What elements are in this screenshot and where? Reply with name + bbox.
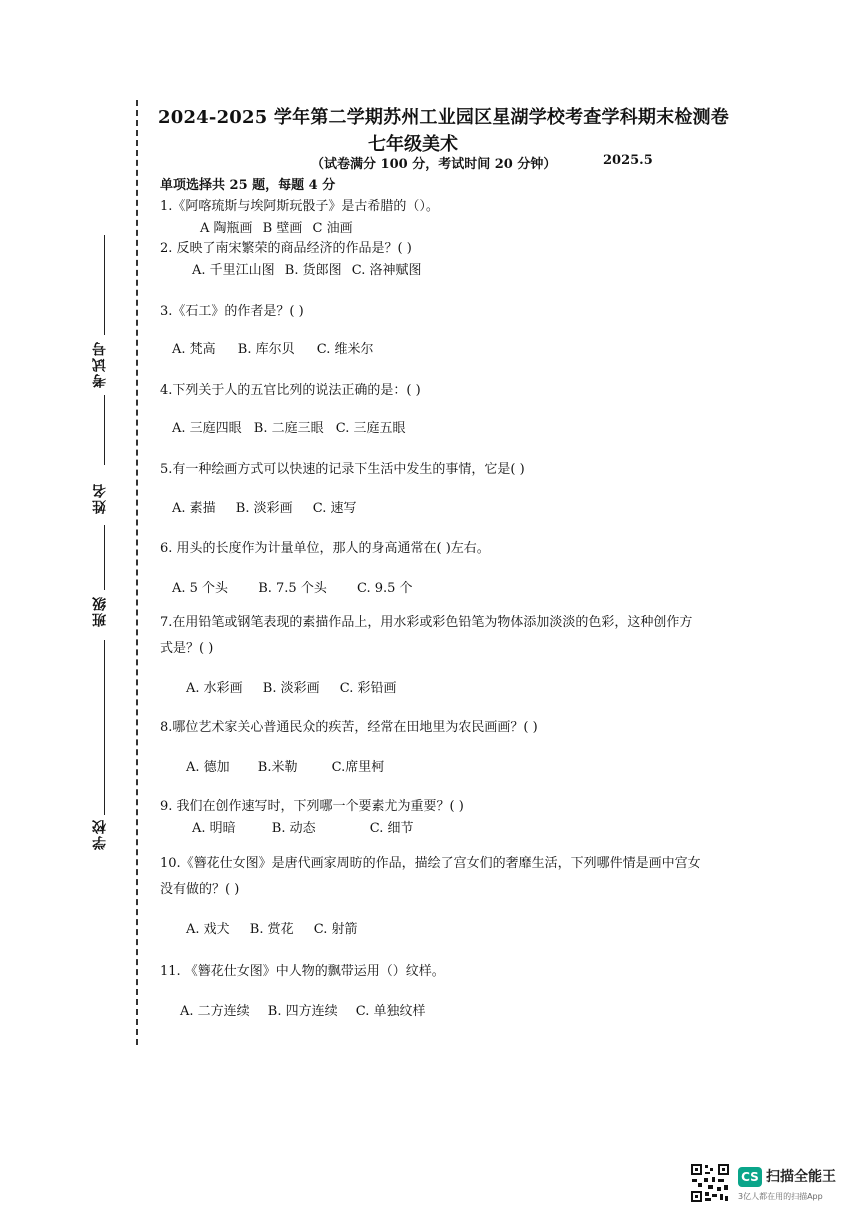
option-c: C. 洛神赋图 <box>351 263 422 278</box>
option-a: A. 二方连续 <box>180 1004 250 1019</box>
option-b: B.米勒 <box>257 760 298 775</box>
exam-title: 2024-2025 学年第二学期苏州工业园区星湖学校考查学科期末检测卷 <box>158 107 729 128</box>
option-a: A. 明暗 <box>192 821 236 836</box>
option-c: C 油画 <box>312 221 353 236</box>
option-b: B. 7.5 个头 <box>258 581 327 596</box>
option-b: B. 二庭三眼 <box>253 421 324 436</box>
question-5-options <box>172 497 357 516</box>
option-a: A 陶瓶画 <box>200 221 253 236</box>
option-c: C. 9.5 个 <box>356 581 413 596</box>
exam-no-underline <box>104 235 105 335</box>
binding-dashed-line <box>136 100 138 1045</box>
option-c: C. 速写 <box>312 501 357 516</box>
question-8: 8.哪位艺术家关心普通民众的疾苦，经常在田地里为农民画画？( ) <box>160 720 538 735</box>
option-a: A. 梵高 <box>172 342 216 357</box>
question-11-options <box>180 1000 426 1019</box>
option-c: C. 彩铅画 <box>339 681 397 696</box>
question-2: 2. 反映了南宋繁荣的商品经济的作品是？( ) <box>160 241 412 256</box>
question-6-options <box>172 577 413 596</box>
option-a: A. 千里江山图 <box>192 263 275 278</box>
question-3-options <box>172 338 374 357</box>
question-6: 6. 用头的长度作为计量单位，那人的身高通常在( )左右。 <box>160 541 490 556</box>
class-underline <box>104 640 105 815</box>
class-label: 班级 <box>92 595 108 627</box>
option-b: B. 淡彩画 <box>262 681 320 696</box>
option-c: C. 射箭 <box>313 922 358 937</box>
question-1: 1.《阿喀琉斯与埃阿斯玩骰子》是古希腊的（）。 <box>160 199 439 214</box>
name-underline <box>104 525 105 590</box>
name-label: 姓名 <box>92 482 108 514</box>
exam-subtitle: 七年级美术 <box>368 134 458 155</box>
question-3: 3.《石工》的作者是？( ) <box>160 304 304 319</box>
option-a: A. 水彩画 <box>186 681 243 696</box>
question-9-options <box>192 817 414 836</box>
option-a: A. 德加 <box>186 760 230 775</box>
option-c: C. 三庭五眼 <box>335 421 406 436</box>
section-heading: 单项选择共 25 题，每题 4 分 <box>160 178 336 193</box>
option-b: B. 货郎图 <box>284 263 342 278</box>
question-5: 5.有一种绘画方式可以快速的记录下生活中发生的事情，它是( ) <box>160 462 525 477</box>
option-c: C.席里柯 <box>331 760 385 775</box>
question-8-options <box>186 756 384 775</box>
question-10-options <box>186 918 358 937</box>
qr-code-icon <box>690 1163 730 1203</box>
question-10: 10.《簪花仕女图》是唐代画家周昉的作品，描绘了宫女们的奢靡生活，下列哪件情是画中宫女没有做的？( ) <box>160 856 701 897</box>
option-b: B. 动态 <box>271 821 316 836</box>
option-b: B 壁画 <box>262 221 303 236</box>
question-7-options <box>186 677 397 696</box>
option-c: C. 单独纹样 <box>355 1004 426 1019</box>
exam-no-label: 考试号 <box>92 340 108 388</box>
option-c: C. 维米尔 <box>316 342 374 357</box>
question-9: 9. 我们在创作速写时，下列哪一个要素尤为重要？( ) <box>160 799 464 814</box>
question-2-options <box>192 259 422 278</box>
question-7: 7.在用铅笔或钢笔表现的素描作品上，用水彩或彩色铅笔为物体添加淡淡的色彩，这种创作方式是？( ) <box>160 615 693 656</box>
option-a: A. 戏犬 <box>186 922 230 937</box>
exam-date: 2025.5 <box>603 153 653 168</box>
exam-no-underline-lower <box>104 395 105 465</box>
option-c: C. 细节 <box>369 821 414 836</box>
option-b: B. 库尔贝 <box>237 342 295 357</box>
option-a: A. 三庭四眼 <box>172 421 242 436</box>
question-1-options <box>200 217 353 236</box>
option-a: A. 素描 <box>172 501 216 516</box>
scanner-watermark <box>690 1163 850 1207</box>
camscanner-logo-icon: CS <box>738 1167 762 1187</box>
camscanner-name: 扫描全能王 <box>766 1169 836 1185</box>
option-b: B. 四方连续 <box>267 1004 338 1019</box>
question-11: 11. 《簪花仕女图》中人物的飘带运用（）纹样。 <box>160 964 445 979</box>
camscanner-tagline: 3亿人都在用的扫描App <box>738 1192 823 1201</box>
option-b: B. 淡彩画 <box>235 501 293 516</box>
exam-note: （试卷满分 100 分，考试时间 20 分钟） <box>311 157 557 172</box>
option-a: A. 5 个头 <box>172 581 229 596</box>
school-label: 学校 <box>92 818 108 850</box>
option-b: B. 赏花 <box>249 922 294 937</box>
question-4-options <box>172 417 406 436</box>
question-4: 4.下列关于人的五官比列的说法正确的是：( ) <box>160 383 421 398</box>
